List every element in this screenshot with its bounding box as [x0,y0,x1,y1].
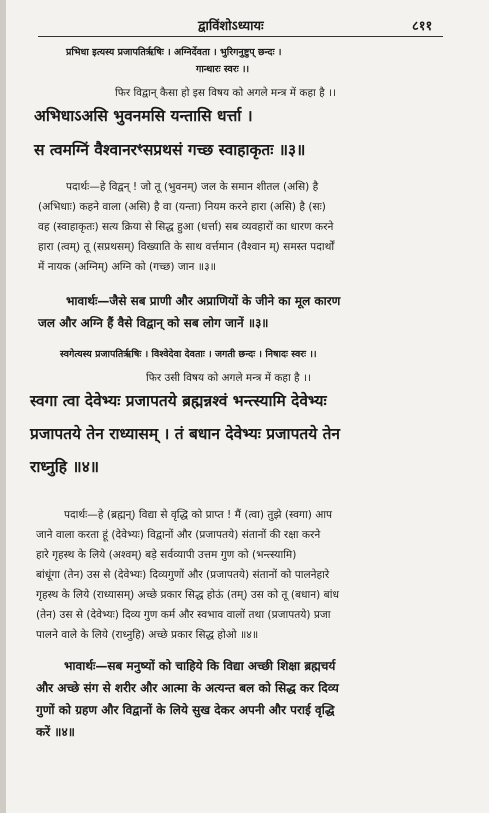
mantra-meta-line: गान्धारः स्वरः ।। [196,64,250,75]
padarth-paragraph [36,505,339,645]
text-line: जल और अग्नि हैं वैसे विद्वान् को सब लोग जानें ॥३॥ [38,316,269,330]
text-line: वह (स्वाहाकृतः) सत्य क्रिया से सिद्ध हुआ (धर्त्ता) सब व्यवहारों का धारण करने [38,221,334,233]
page-number: ८११ [412,19,433,34]
section-intro: फिर विद्वान् कैसा हो इस विषय को अगले मन्त्र में कहा है ।। [115,87,336,99]
header-rule [38,36,443,37]
text-line: हारे गृहस्थ के लिये (अश्वम्) बड़े सर्वव्यापी उत्तम गुण को (भन्त्स्यामि) [36,549,297,561]
mantra-line: अभिधाऽअसि भुवनमसि यन्तासि धर्त्ता । [34,107,253,125]
page-binding-edge [0,0,6,813]
text-line: में नायक (अग्निम्) अग्नि को (गच्छ) जान ॥३॥ [38,261,216,273]
text-line: (तेन) उस से (देवेभ्यः) दिव्य गुण कर्म और स्वभाव वालों तथा (प्रजापतये) प्रजा [36,609,331,621]
text-line: करें ॥४॥ [36,725,75,739]
bhavarth-paragraph [38,290,340,334]
running-header [0,14,489,36]
text-line: और अच्छे संग से शरीर और आत्मा के अत्यन्त बल को सिद्ध कर दिव्य [36,681,339,695]
text-line: जाने वाला करता हूं (देवेभ्यः) विद्वानों और (प्रजापतये) संतानों की रक्षा करने [36,529,321,541]
mantra-line: राध्नुहि ॥४॥ [30,458,100,476]
text-line: पालने वाले के लिये (राध्नुहि) अच्छे प्रकार सिद्ध होओ ॥४॥ [36,629,259,641]
padarth-paragraph [38,177,334,277]
text-line: (अभिधाः) कहने वाला (असि) है वा (यन्ता) नियम करने हारा (असि) है (सः) [38,201,326,213]
text-line: गृहस्थ के लिये (राध्यासम्) अच्छे प्रकार सिद्ध होऊं (तम्) उस को तू (बधान) बांध [36,589,339,601]
mantra-line: स त्वमग्निं वैश्वानरꣳसप्रथसं गच्छ स्वाहाकृतः ॥३॥ [34,141,306,159]
text-line: पदार्थः—हे (ब्रह्मन्) विद्या से वृद्धि को प्राप्त ! मैं (त्वा) तुझे (स्वगा) आप [64,509,333,521]
mantra-line: स्वगा त्वा देवेभ्यः प्रजापतये ब्रह्मन्नश्वं भन्त्स्यामि देवेभ्यः [30,392,327,410]
chapter-title: द्वाविंशोऽध्यायः [198,19,264,34]
text-line: भावार्थः—जैसे सब प्राणी और अप्राणियों के जीने का मूल कारण [66,294,341,308]
mantra-meta-line: स्वगेत्यस्य प्रजापतिर्ऋषिः । विश्वेदेवा देवताः । जगती छन्दः । निषादः स्वरः ।। [60,349,317,360]
text-line: बांधूंगा (तेन) उस से (देवेभ्यः) दिव्यगुणों और (प्रजापतये) संतानों को पालनेहारे [36,569,330,581]
text-line: पदार्थः—हे विद्वन् ! जो तू (भुवनम्) जल के समान शीतल (असि) है [66,181,319,193]
section-intro: फिर उसी विषय को अगले मन्त्र में कहा है ।। [146,372,311,384]
text-line: भावार्थः—सब मनुष्यों को चाहिये कि विद्या अच्छी शिक्षा ब्रह्मचर्य [64,659,336,673]
text-line: हारा (त्वम्) तू (सप्रथसम्) विख्याति के साथ वर्त्तमान (वैश्वान म्) समस्त पदार्थों [38,241,335,253]
text-line: गुणों को ग्रहण और विद्वानों के लिये सुख देकर अपनी और पराई वृद्धि [36,703,335,717]
mantra-line: प्रजापतये तेन राध्यासम् । तं बधान देवेभ्यः प्रजापतये तेन [30,425,341,443]
mantra-meta-line: प्रभिधा इत्यस्य प्रजापतिर्ऋषिः । अग्निर्देवता । भुरिगनुष्टुप् छन्दः । [66,47,282,58]
bhavarth-paragraph [36,655,339,743]
